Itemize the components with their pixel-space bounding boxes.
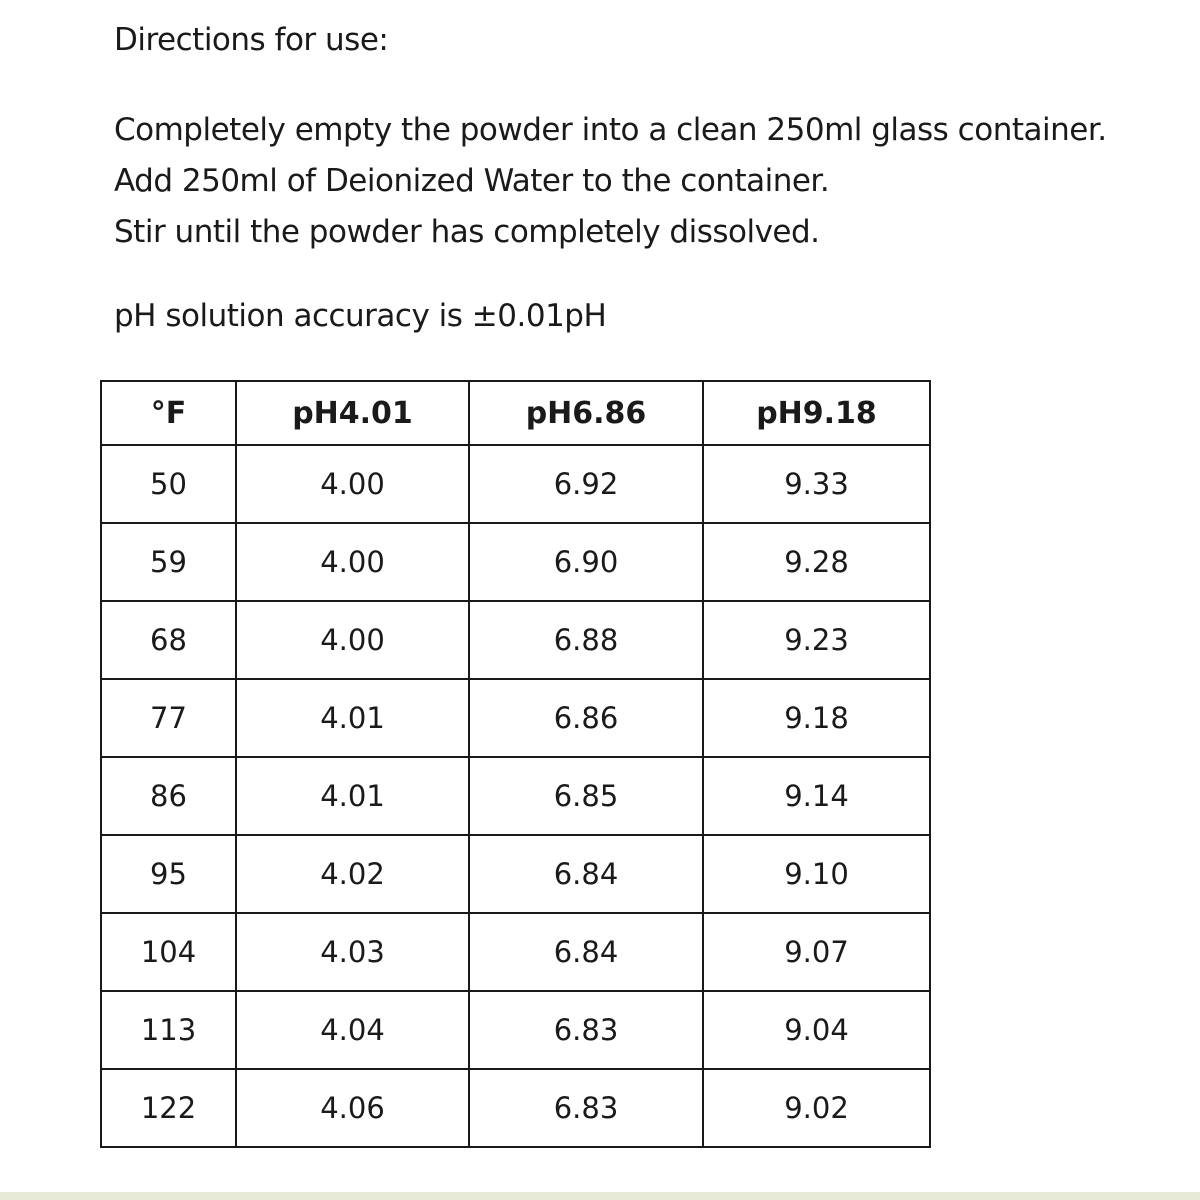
cell-ph686: 6.92: [469, 445, 703, 523]
cell-ph918: 9.07: [703, 913, 930, 991]
cell-ph401: 4.02: [236, 835, 469, 913]
table-row: [101, 679, 930, 757]
cell-ph401: 4.01: [236, 679, 469, 757]
cell-ph686: 6.83: [469, 1069, 703, 1147]
cell-ph918: 9.14: [703, 757, 930, 835]
cell-ph918: 9.28: [703, 523, 930, 601]
header-ph686: pH6.86: [469, 381, 703, 445]
cell-ph401: 4.04: [236, 991, 469, 1069]
cell-ph918: 9.04: [703, 991, 930, 1069]
table-header: [101, 381, 930, 445]
header-temperature: °F: [101, 381, 236, 445]
cell-ph401: 4.03: [236, 913, 469, 991]
cell-ph686: 6.85: [469, 757, 703, 835]
instruction-item: Stir until the powder has completely dissolved.: [114, 214, 820, 250]
cell-ph686: 6.86: [469, 679, 703, 757]
cell-ph686: 6.90: [469, 523, 703, 601]
table-row: [101, 757, 930, 835]
table-row: [101, 445, 930, 523]
cell-ph401: 4.00: [236, 445, 469, 523]
cell-ph918: 9.23: [703, 601, 930, 679]
cell-ph401: 4.00: [236, 523, 469, 601]
cell-temperature: 104: [101, 913, 236, 991]
table-row: [101, 835, 930, 913]
cell-ph918: 9.10: [703, 835, 930, 913]
cell-ph918: 9.18: [703, 679, 930, 757]
cell-temperature: 113: [101, 991, 236, 1069]
directions-heading: Directions for use:: [114, 22, 389, 58]
cell-ph401: 4.06: [236, 1069, 469, 1147]
cell-ph686: 6.84: [469, 913, 703, 991]
instruction-item: Add 250ml of Deionized Water to the container.: [114, 163, 830, 199]
cell-ph918: 9.33: [703, 445, 930, 523]
cell-ph686: 6.83: [469, 991, 703, 1069]
cell-temperature: 95: [101, 835, 236, 913]
table-row: [101, 991, 930, 1069]
table-row: [101, 913, 930, 991]
table-body: [101, 445, 930, 1147]
cell-temperature: 122: [101, 1069, 236, 1147]
header-row: [101, 381, 930, 445]
cell-temperature: 86: [101, 757, 236, 835]
cell-ph686: 6.84: [469, 835, 703, 913]
instructions-list: [114, 105, 1107, 258]
table-row: [101, 523, 930, 601]
table-row: [101, 1069, 930, 1147]
cell-temperature: 68: [101, 601, 236, 679]
table-row: [101, 601, 930, 679]
cell-ph686: 6.88: [469, 601, 703, 679]
cell-ph401: 4.01: [236, 757, 469, 835]
header-ph401: pH4.01: [236, 381, 469, 445]
cell-temperature: 77: [101, 679, 236, 757]
instruction-item: Completely empty the powder into a clean 250ml glass container.: [114, 112, 1107, 148]
header-ph918: pH9.18: [703, 381, 930, 445]
cell-temperature: 59: [101, 523, 236, 601]
accuracy-note: pH solution accuracy is ±0.01pH: [114, 298, 607, 334]
cell-ph918: 9.02: [703, 1069, 930, 1147]
footer-divider: [0, 1192, 1200, 1200]
cell-ph401: 4.00: [236, 601, 469, 679]
cell-temperature: 50: [101, 445, 236, 523]
ph-temperature-table: [100, 380, 931, 1148]
